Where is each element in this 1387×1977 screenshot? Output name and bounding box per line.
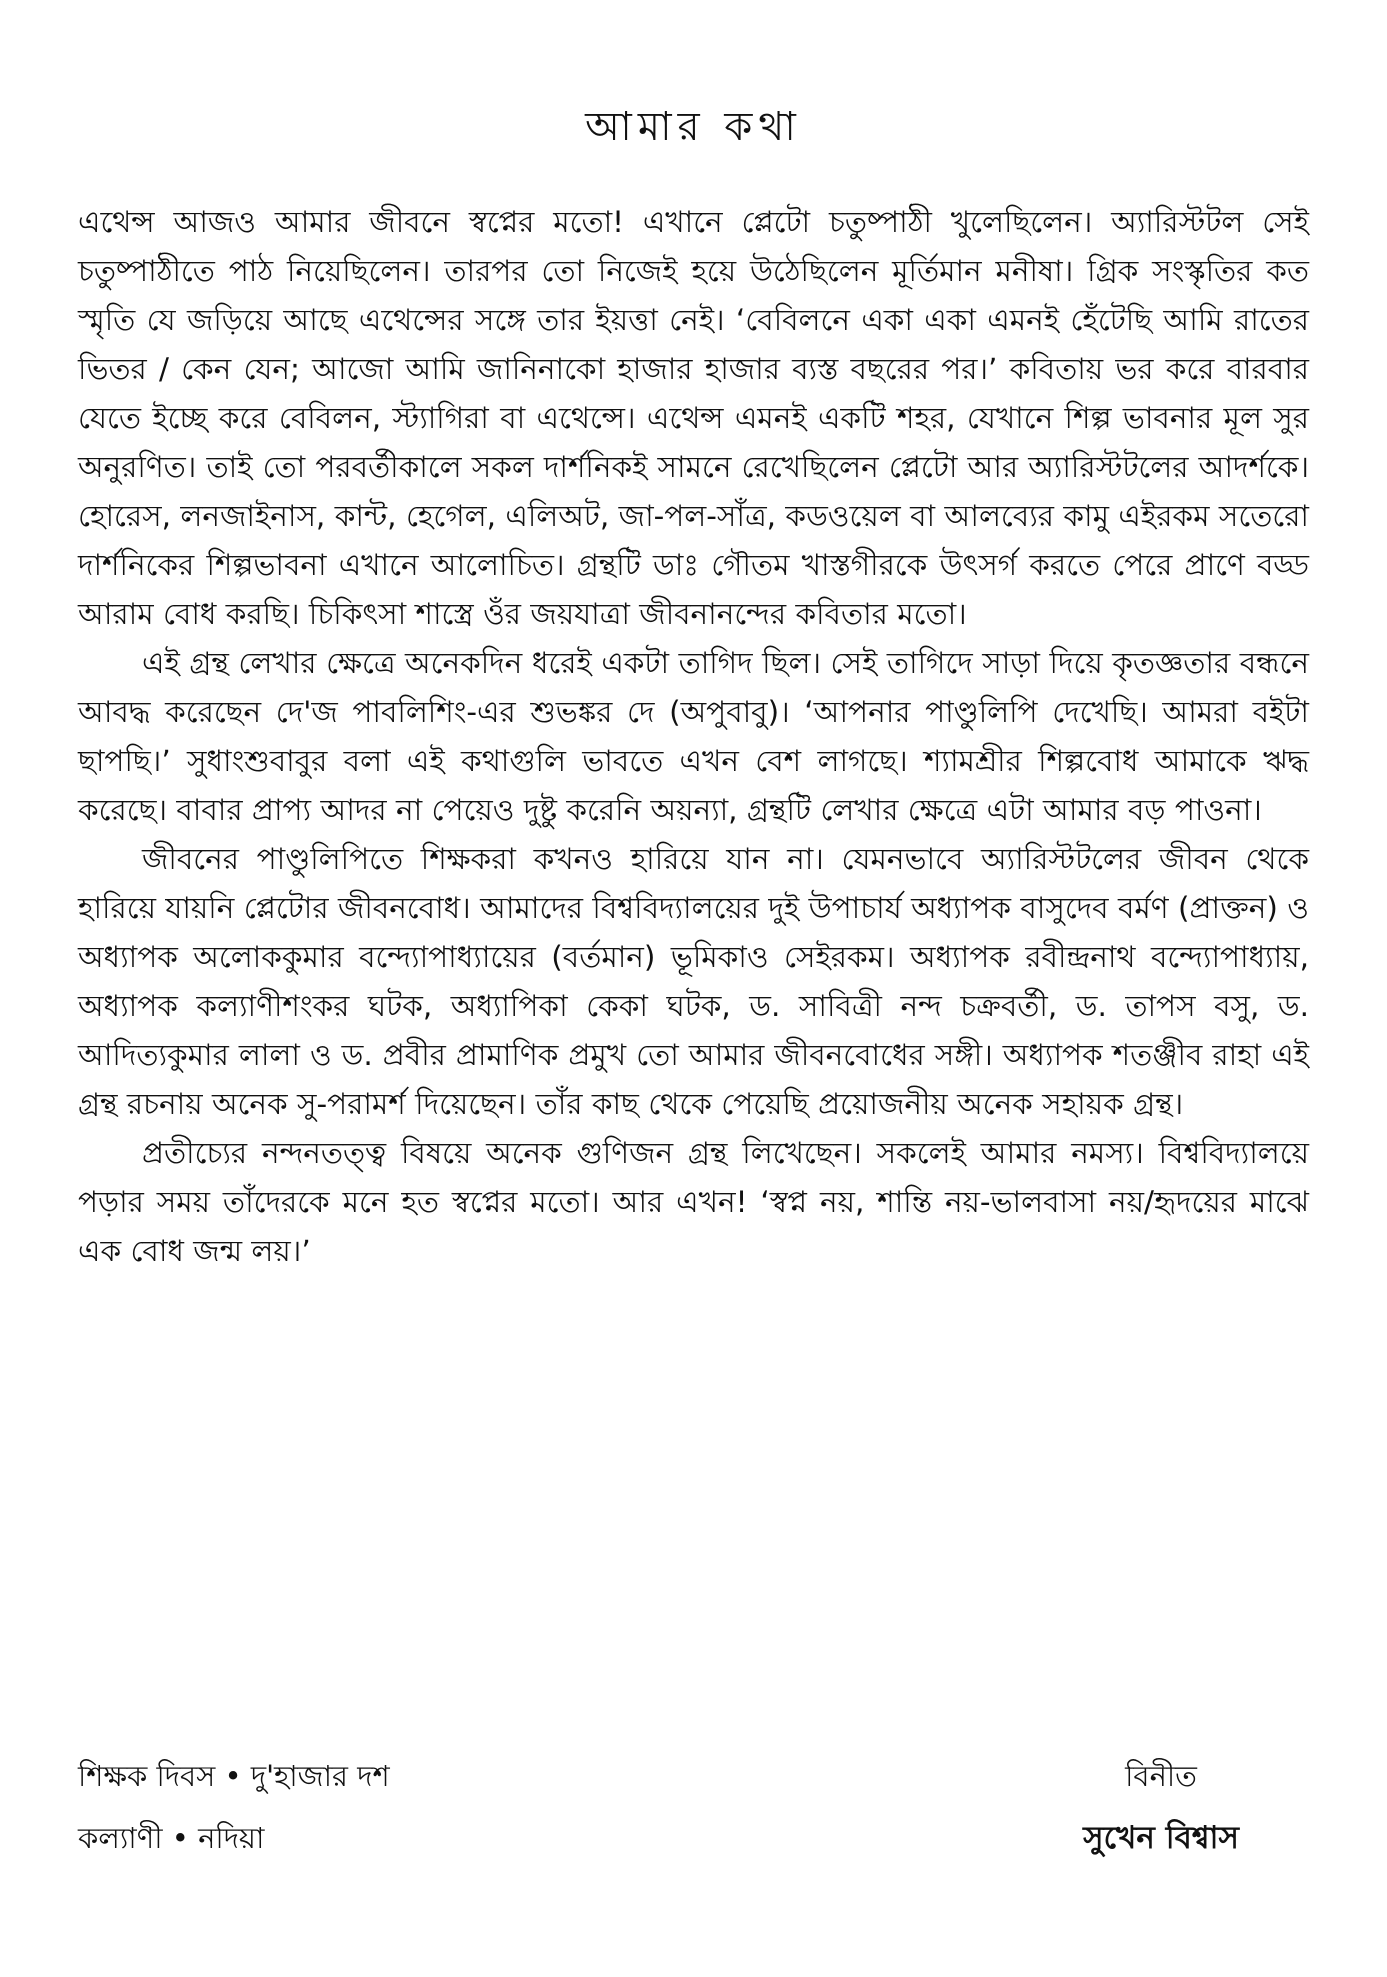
date-line: শিক্ষক দিবস • দু'হাজার দশ	[78, 1759, 390, 1793]
author-signature: সুখেন বিশ্বাস	[1083, 1820, 1239, 1856]
paragraph-1: এথেন্স আজও আমার জীবনে স্বপ্নের মতো! এখানে প্লেটো চতুষ্পাঠী খুলেছিলেন। অ্যারিস্টটল সেই চতুষ্পাঠীতে পাঠ নিয়েছিলেন। তারপর তো নিজেই হয়ে উঠেছিলেন মূর্তিমান মনীষা। গ্রিক সংস্কৃতির কত স্মৃতি যে জড়িয়ে আছে এথেন্সের সঙ্গে তার ইয়ত্তা নেই। ‘বেবিলনে একা একা এমনই হেঁটেছি আমি রাতের ভিতর / কেন যেন; আজো আমি জানিনাকো হাজার হাজার ব্যস্ত বছরের পর।’ কবিতায় ভর করে বারবার যেতে ইচ্ছে করে বেবিলন, স্ট্যাগিরা বা এথেন্সে। এথেন্স এমনই একটি শহর, যেখানে শিল্প ভাবনার মূল সুর অনুরণিত। তাই তো পরবর্তীকালে সকল দার্শনিকই সামনে রেখেছিলেন প্লেটো আর অ্যারিস্টটলের আদর্শকে। হোরেস, লনজাইনাস, কান্ট, হেগেল, এলিঅট, জা-পল-সাঁত্র, কডওয়েল বা আলব্যের কামু এইরকম সতেরো দার্শনিকের শিল্পভাবনা এখানে আলোচিত। গ্রন্থটি ডাঃ গৌতম খাস্তগীরকে উৎসর্গ করতে পেরে প্রাণে বড্ড আরাম বোধ করছি। চিকিৎসা শাস্ত্রে ওঁর জয়যাত্রা জীবনানন্দের কবিতার মতো।	[78, 205, 1309, 631]
footer-left	[78, 1745, 390, 1869]
paragraph-4: প্রতীচ্যের নন্দনতত্ত্ব বিষয়ে অনেক গুণিজন গ্রন্থ লিখেছেন। সকলেই আমার নমস্য। বিশ্ববিদ্যালয়ে পড়ার সময় তাঁদেরকে মনে হত স্বপ্নের মতো। আর এখন! ‘স্বপ্ন নয়, শান্তি নয়-ভালবাসা নয়/হৃদয়ের মাঝে এক বোধ জন্ম লয়।’	[78, 1136, 1309, 1268]
place-line: কল্যাণী • নদিয়া	[78, 1821, 265, 1855]
paragraph-3: জীবনের পাণ্ডুলিপিতে শিক্ষকরা কখনও হারিয়ে যান না। যেমনভাবে অ্যারিস্টটলের জীবন থেকে হারিয়ে যায়নি প্লেটোর জীবনবোধ। আমাদের বিশ্ববিদ্যালয়ের দুই উপাচার্য অধ্যাপক বাসুদেব বর্মণ (প্রাক্তন) ও অধ্যাপক অলোককুমার বন্দ্যোপাধ্যায়ের (বর্তমান) ভূমিকাও সেইরকম। অধ্যাপক রবীন্দ্রনাথ বন্দ্যোপাধ্যায়, অধ্যাপক কল্যাণীশংকর ঘটক, অধ্যাপিকা কেকা ঘটক, ড. সাবিত্রী নন্দ চক্রবর্তী, ড. তাপস বসু, ড. আদিত্যকুমার লালা ও ড. প্রবীর প্রামাণিক প্রমুখ তো আমার জীবনবোধের সঙ্গী। অধ্যাপক শতঞ্জীব রাহা এই গ্রন্থ রচনায় অনেক সু-পরামর্শ দিয়েছেন। তাঁর কাছ থেকে পেয়েছি প্রয়োজনীয় অনেক সহায়ক গ্রন্থ।	[78, 842, 1309, 1121]
paragraph-2: এই গ্রন্থ লেখার ক্ষেত্রে অনেকদিন ধরেই একটা তাগিদ ছিল। সেই তাগিদে সাড়া দিয়ে কৃতজ্ঞতার বন্ধনে আবদ্ধ করেছেন দে'জ পাবলিশিং-এর শুভঙ্কর দে (অপুবাবু)। ‘আপনার পাণ্ডুলিপি দেখেছি। আমরা বইটা ছাপছি।’ সুধাংশুবাবুর বলা এই কথাগুলি ভাবতে এখন বেশ লাগছে। শ্যামশ্রীর শিল্পবোধ আমাকে ঋদ্ধ করেছে। বাবার প্রাপ্য আদর না পেয়েও দুষ্টু করেনি অয়ন্যা, গ্রন্থটি লেখার ক্ষেত্রে এটা আমার বড় পাওনা।	[78, 646, 1309, 827]
footer-right	[1083, 1745, 1239, 1869]
page-title: আমার কথা	[585, 104, 802, 150]
preface-body	[78, 198, 1309, 1276]
closing-text: বিনীত	[1125, 1759, 1197, 1793]
